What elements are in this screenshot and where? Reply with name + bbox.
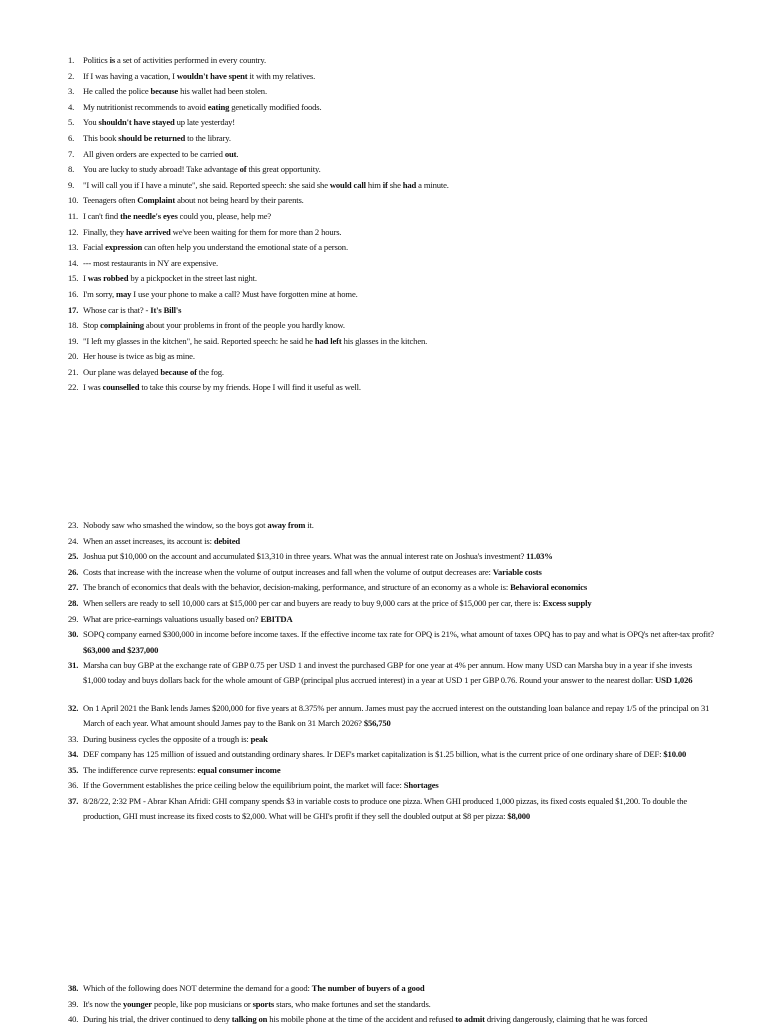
answer-text: out	[224, 148, 237, 159]
item-number: 7.	[68, 148, 75, 159]
question-text: Nobody saw who smashed the window, so the boys got	[83, 520, 268, 530]
item-text	[83, 614, 293, 624]
item-text	[83, 258, 218, 268]
answer-text: $63,000 and $237,000	[83, 644, 159, 655]
item-number: 14.	[68, 257, 79, 268]
list-item	[68, 69, 714, 85]
question-text: SOPQ company earned $300,000 in income before income taxes. If the effective income tax rate for OPQ is 21%, what amount of taxes OPQ has to pay and what is OPQ's net after-tax profit?	[83, 629, 714, 640]
answer-text: $8,000	[507, 811, 531, 822]
list-item	[68, 380, 714, 396]
question-text: Marsha can buy GBP at the exchange rate of GBP 0.75 per USD 1 and invest the purchased GBP for one year at 4% per annum. How many USD can Marsha buy in a year if she invests $1,000 today and buys dollars back for the whole amount of GBP (principal plus accrued interest) in a year at USD 1 per GBP 0.76. Round your answer to the nearest dollar:	[83, 659, 693, 686]
question-text: "I will call you if I have a minute", she said. Reported speech: she said she	[83, 179, 330, 190]
question-text: During business cycles the opposite of a trough is:	[83, 733, 251, 744]
question-text: My nutritionist recommends to avoid	[83, 101, 208, 112]
item-text	[83, 351, 195, 361]
list-item	[68, 53, 714, 69]
question-text: driving dangerously, claiming that he was forced	[484, 1014, 648, 1024]
question-text: .	[236, 148, 239, 159]
item-number: 40.	[68, 1014, 79, 1024]
answer-text: shouldn't have stayed	[98, 117, 175, 128]
question-text: it with my relatives.	[247, 70, 316, 81]
answer-text: Behavioral economics	[510, 582, 588, 593]
item-number: 9.	[68, 179, 75, 190]
item-text	[83, 582, 587, 592]
answer-text: 11.03%	[526, 551, 553, 562]
list-item	[68, 732, 714, 748]
answer-text: Complaint	[137, 195, 176, 206]
answer-text: Variable costs	[492, 566, 542, 577]
question-text: by a pickpocket in the street last night.	[128, 273, 257, 284]
list-item	[68, 334, 714, 350]
item-text	[83, 117, 235, 127]
item-number: 13.	[68, 242, 79, 253]
question-text: Finally, they	[83, 226, 126, 237]
item-number: 5.	[68, 117, 75, 128]
item-text	[83, 149, 238, 159]
item-text	[83, 734, 268, 744]
item-number: 36.	[68, 780, 79, 791]
item-number: 4.	[68, 101, 75, 112]
list-item	[68, 349, 714, 365]
item-number: 8.	[68, 164, 75, 175]
question-text: we've been waiting for them for more than 2 hours.	[170, 226, 342, 237]
question-text: to take this course by my friends. Hope I will find it useful as well.	[139, 382, 361, 393]
answer-text: peak	[250, 733, 268, 744]
question-text: Her house is twice as big as mine.	[83, 351, 195, 362]
list-item	[68, 287, 714, 303]
question-text: I can't find	[83, 210, 121, 221]
list-item	[68, 318, 714, 334]
item-number: 35.	[68, 764, 79, 775]
answer-text: to admit	[455, 1014, 485, 1024]
item-text	[83, 305, 181, 315]
item-number: 3.	[68, 86, 75, 97]
question-text: people, like pop musicians or	[151, 998, 253, 1009]
item-text	[83, 55, 266, 65]
item-text	[83, 227, 341, 237]
question-text: The branch of economics that deals with the behavior, decision-making, performance, and structure of an economy as a whole is:	[83, 582, 511, 593]
question-text: Joshua put $10,000 on the account and accumulated $13,310 in three years. What was the annual interest rate on Joshua's investment?	[83, 551, 527, 562]
question-list-part-2b	[68, 701, 714, 825]
item-number: 16.	[68, 288, 79, 299]
question-text: up late yesterday!	[174, 117, 236, 128]
item-number: 17.	[68, 304, 79, 315]
question-text: to the library.	[185, 132, 231, 143]
item-text	[83, 749, 686, 759]
question-list-part-2a	[68, 518, 714, 689]
list-item	[68, 981, 714, 997]
item-number: 1.	[68, 55, 75, 65]
question-text: This book	[83, 132, 119, 143]
answer-text: Shortages	[403, 780, 439, 791]
question-text: "I left my glasses in the kitchen", he said. Reported speech: he said he	[83, 335, 315, 346]
item-text	[83, 598, 592, 608]
list-item	[68, 565, 714, 581]
answer-text: was robbed	[87, 273, 129, 284]
list-item	[68, 365, 714, 381]
item-number: 20.	[68, 351, 79, 362]
item-number: 28.	[68, 597, 79, 608]
question-text: Politics	[83, 55, 110, 65]
item-text	[83, 536, 240, 546]
question-text: You are lucky to study abroad! Take advantage	[83, 164, 240, 175]
list-item	[68, 256, 714, 272]
answer-text: complaining	[100, 320, 144, 331]
item-text	[83, 195, 304, 205]
item-number: 26.	[68, 566, 79, 577]
question-text: --- most restaurants in NY are expensive.	[83, 257, 219, 268]
question-text: his glasses in the kitchen.	[341, 335, 428, 346]
list-item	[68, 193, 714, 209]
list-item	[68, 627, 714, 658]
list-item	[68, 580, 714, 596]
answer-text: wouldn't have spent	[176, 70, 248, 81]
answer-text: $56,750	[363, 718, 391, 729]
list-item	[68, 763, 714, 779]
item-text	[83, 289, 358, 299]
list-item	[68, 100, 714, 116]
question-text: his wallet had been stolen.	[178, 86, 267, 97]
item-text	[83, 382, 361, 392]
item-text	[83, 703, 709, 728]
question-text: 8/28/22, 2:32 PM - Abrar Khan Afridi: GHI company spends $3 in variable costs to produce one pizza. When GHI produced 1,000 pizzas, its fixed costs equaled $1,200. To double the production, GHI must increase its fixed costs to $2,000. What will be GHI's profit if they sell the doubled output at $8 per pizza:	[83, 795, 688, 822]
question-text: I use your phone to make a call? Must have forgotten mine at home.	[131, 288, 358, 299]
item-number: 30.	[68, 629, 79, 640]
list-item	[68, 612, 714, 628]
item-number: 24.	[68, 535, 79, 546]
question-text: could you, please, help me?	[177, 210, 272, 221]
list-item	[68, 147, 714, 163]
question-text: I was	[83, 382, 103, 393]
answer-text: had left	[314, 335, 342, 346]
item-text	[83, 660, 692, 685]
item-text	[83, 71, 315, 81]
list-item	[68, 794, 714, 825]
list-item	[68, 162, 714, 178]
question-text: about your problems in front of the people you hardly know.	[143, 320, 345, 331]
answer-text: talking on	[231, 1014, 268, 1024]
item-text	[83, 520, 314, 530]
list-item	[68, 303, 714, 319]
question-text: Our plane was delayed	[83, 366, 161, 377]
list-item	[68, 518, 714, 534]
answer-text: Excess supply	[542, 597, 592, 608]
question-text: DEF company has 125 million of issued and outstanding ordinary shares. Ir DEF's market capitalization is $1.25 billion, what is the current price of one ordinary share of DEF:	[83, 749, 664, 760]
item-text	[83, 180, 449, 190]
item-text	[83, 336, 427, 346]
item-number: 29.	[68, 613, 79, 624]
list-item	[68, 534, 714, 550]
item-number: 31.	[68, 659, 79, 670]
question-text: Which of the following does NOT determine the demand for a good:	[83, 983, 312, 993]
item-text	[83, 983, 425, 993]
answer-text: because of	[160, 366, 197, 377]
item-text	[83, 629, 714, 654]
answer-text: away from	[267, 520, 306, 530]
question-text: him	[365, 179, 383, 190]
item-text	[83, 242, 348, 252]
item-number: 10.	[68, 195, 79, 206]
list-item	[68, 549, 714, 565]
item-text	[83, 780, 439, 790]
question-text: I'm sorry,	[83, 288, 116, 299]
answer-text: sports	[252, 998, 275, 1009]
answer-text: EBITDA	[260, 613, 293, 624]
list-item	[68, 997, 714, 1013]
item-number: 21.	[68, 366, 79, 377]
item-text	[83, 796, 687, 821]
answer-text: USD 1,026	[655, 675, 693, 686]
item-number: 27.	[68, 582, 79, 593]
question-text: stars, who make fortunes and set the standards.	[274, 998, 431, 1009]
question-text: the fog.	[196, 366, 224, 377]
question-list-part-2	[68, 518, 714, 825]
answer-text: is	[109, 55, 116, 65]
answer-text: debited	[213, 535, 240, 546]
item-number: 38.	[68, 983, 79, 993]
item-text	[83, 551, 553, 561]
item-number: 34.	[68, 749, 79, 760]
answer-text: may	[116, 288, 132, 299]
item-text	[83, 320, 345, 330]
item-number: 37.	[68, 795, 79, 806]
question-text: If the Government establishes the price ceiling below the equilibrium point, the market will face:	[83, 780, 404, 791]
question-text: When an asset increases, its account is:	[83, 535, 214, 546]
list-item	[68, 701, 714, 732]
question-text: It's now the	[83, 998, 123, 1009]
question-list-part-3	[68, 981, 714, 1024]
item-number: 33.	[68, 733, 79, 744]
question-text: genetically modified foods.	[229, 101, 322, 112]
question-text: He called the police	[83, 86, 151, 97]
answer-text: if	[382, 179, 388, 190]
list-item	[68, 209, 714, 225]
item-number: 25.	[68, 551, 79, 562]
question-text: about not being heard by their parents.	[175, 195, 304, 206]
item-number: 15.	[68, 273, 79, 284]
list-item	[68, 778, 714, 794]
question-text: If I was having a vacation, I	[83, 70, 177, 81]
answer-text: The number of buyers of a good	[311, 983, 425, 993]
question-text: When sellers are ready to sell 10,000 cars at $15,000 per car and buyers are ready to buy 9,000 cars at the price of $15,000 per car, there is:	[83, 597, 543, 608]
answer-text: eating	[207, 101, 230, 112]
answer-text: equal consumer income	[197, 764, 281, 775]
item-number: 19.	[68, 335, 79, 346]
question-text: I	[83, 273, 88, 284]
list-item	[68, 178, 714, 194]
question-text: a set of activities performed in every country.	[115, 55, 266, 65]
list-item	[68, 658, 714, 689]
list-item	[68, 84, 714, 100]
answer-text: had	[402, 179, 417, 190]
list-item	[68, 747, 714, 762]
answer-text: because	[150, 86, 179, 97]
item-text	[83, 567, 542, 577]
item-number: 2.	[68, 70, 75, 81]
list-item	[68, 115, 714, 131]
question-text: Whose car is that? -	[83, 304, 151, 315]
question-list-part-1	[68, 53, 714, 396]
item-text	[83, 273, 257, 283]
answer-text: of	[239, 164, 247, 175]
question-text: Stop	[83, 320, 101, 331]
question-text: his mobile phone at the time of the accident and refused	[267, 1014, 456, 1024]
spacer	[68, 689, 714, 701]
question-text: Costs that increase with the increase when the volume of output increases and fall when the volume of output decreases are:	[83, 566, 493, 577]
list-item	[68, 240, 714, 256]
question-text: she	[387, 179, 403, 190]
question-text: this great opportunity.	[246, 164, 321, 175]
item-number: 18.	[68, 320, 79, 331]
answer-text: the needle's eyes	[120, 210, 178, 221]
answer-text: expression	[105, 242, 143, 253]
item-text	[83, 765, 280, 775]
list-item	[68, 1012, 714, 1024]
question-text: You	[83, 117, 99, 128]
item-text	[83, 86, 267, 96]
question-text: it.	[305, 520, 314, 530]
item-text	[83, 102, 321, 112]
answer-text: $10.00	[663, 749, 687, 760]
question-text: All given orders are expected to be carried	[83, 148, 225, 159]
question-text: During his trial, the driver continued to deny	[83, 1014, 232, 1024]
item-number: 23.	[68, 520, 79, 530]
item-number: 11.	[68, 210, 78, 221]
item-text	[83, 1014, 647, 1024]
list-item	[68, 596, 714, 612]
item-text	[83, 211, 271, 221]
answer-text: younger	[122, 998, 152, 1009]
item-number: 12.	[68, 226, 79, 237]
item-number: 39.	[68, 998, 79, 1009]
item-text	[83, 999, 431, 1009]
item-text	[83, 133, 231, 143]
list-item	[68, 131, 714, 147]
question-text: can often help you understand the emotional state of a person.	[142, 242, 348, 253]
answer-text: would call	[329, 179, 366, 190]
item-number: 6.	[68, 132, 75, 143]
list-item	[68, 225, 714, 241]
question-text: Facial	[83, 242, 106, 253]
question-text: What are price-earnings valuations usually based on?	[83, 613, 261, 624]
list-item	[68, 271, 714, 287]
answer-text: It's Bill's	[150, 304, 182, 315]
answer-text: should be returned	[118, 132, 186, 143]
question-text: Teenagers often	[83, 195, 138, 206]
item-text	[83, 367, 224, 377]
question-text: The indifference curve represents:	[83, 764, 198, 775]
answer-text: have arrived	[125, 226, 171, 237]
question-text: a minute.	[416, 179, 449, 190]
item-text	[83, 164, 321, 174]
item-number: 22.	[68, 382, 79, 393]
answer-text: counselled	[102, 382, 140, 393]
item-number: 32.	[68, 702, 79, 713]
question-text: On 1 April 2021 the Bank lends James $200,000 for five years at 8.375% per annum. James must pay the accrued interest on the outstanding loan balance and repay 1/5 of the principal on 31 March of each year. What amount should James pay to the Bank on 31 March 2026?	[83, 702, 710, 729]
